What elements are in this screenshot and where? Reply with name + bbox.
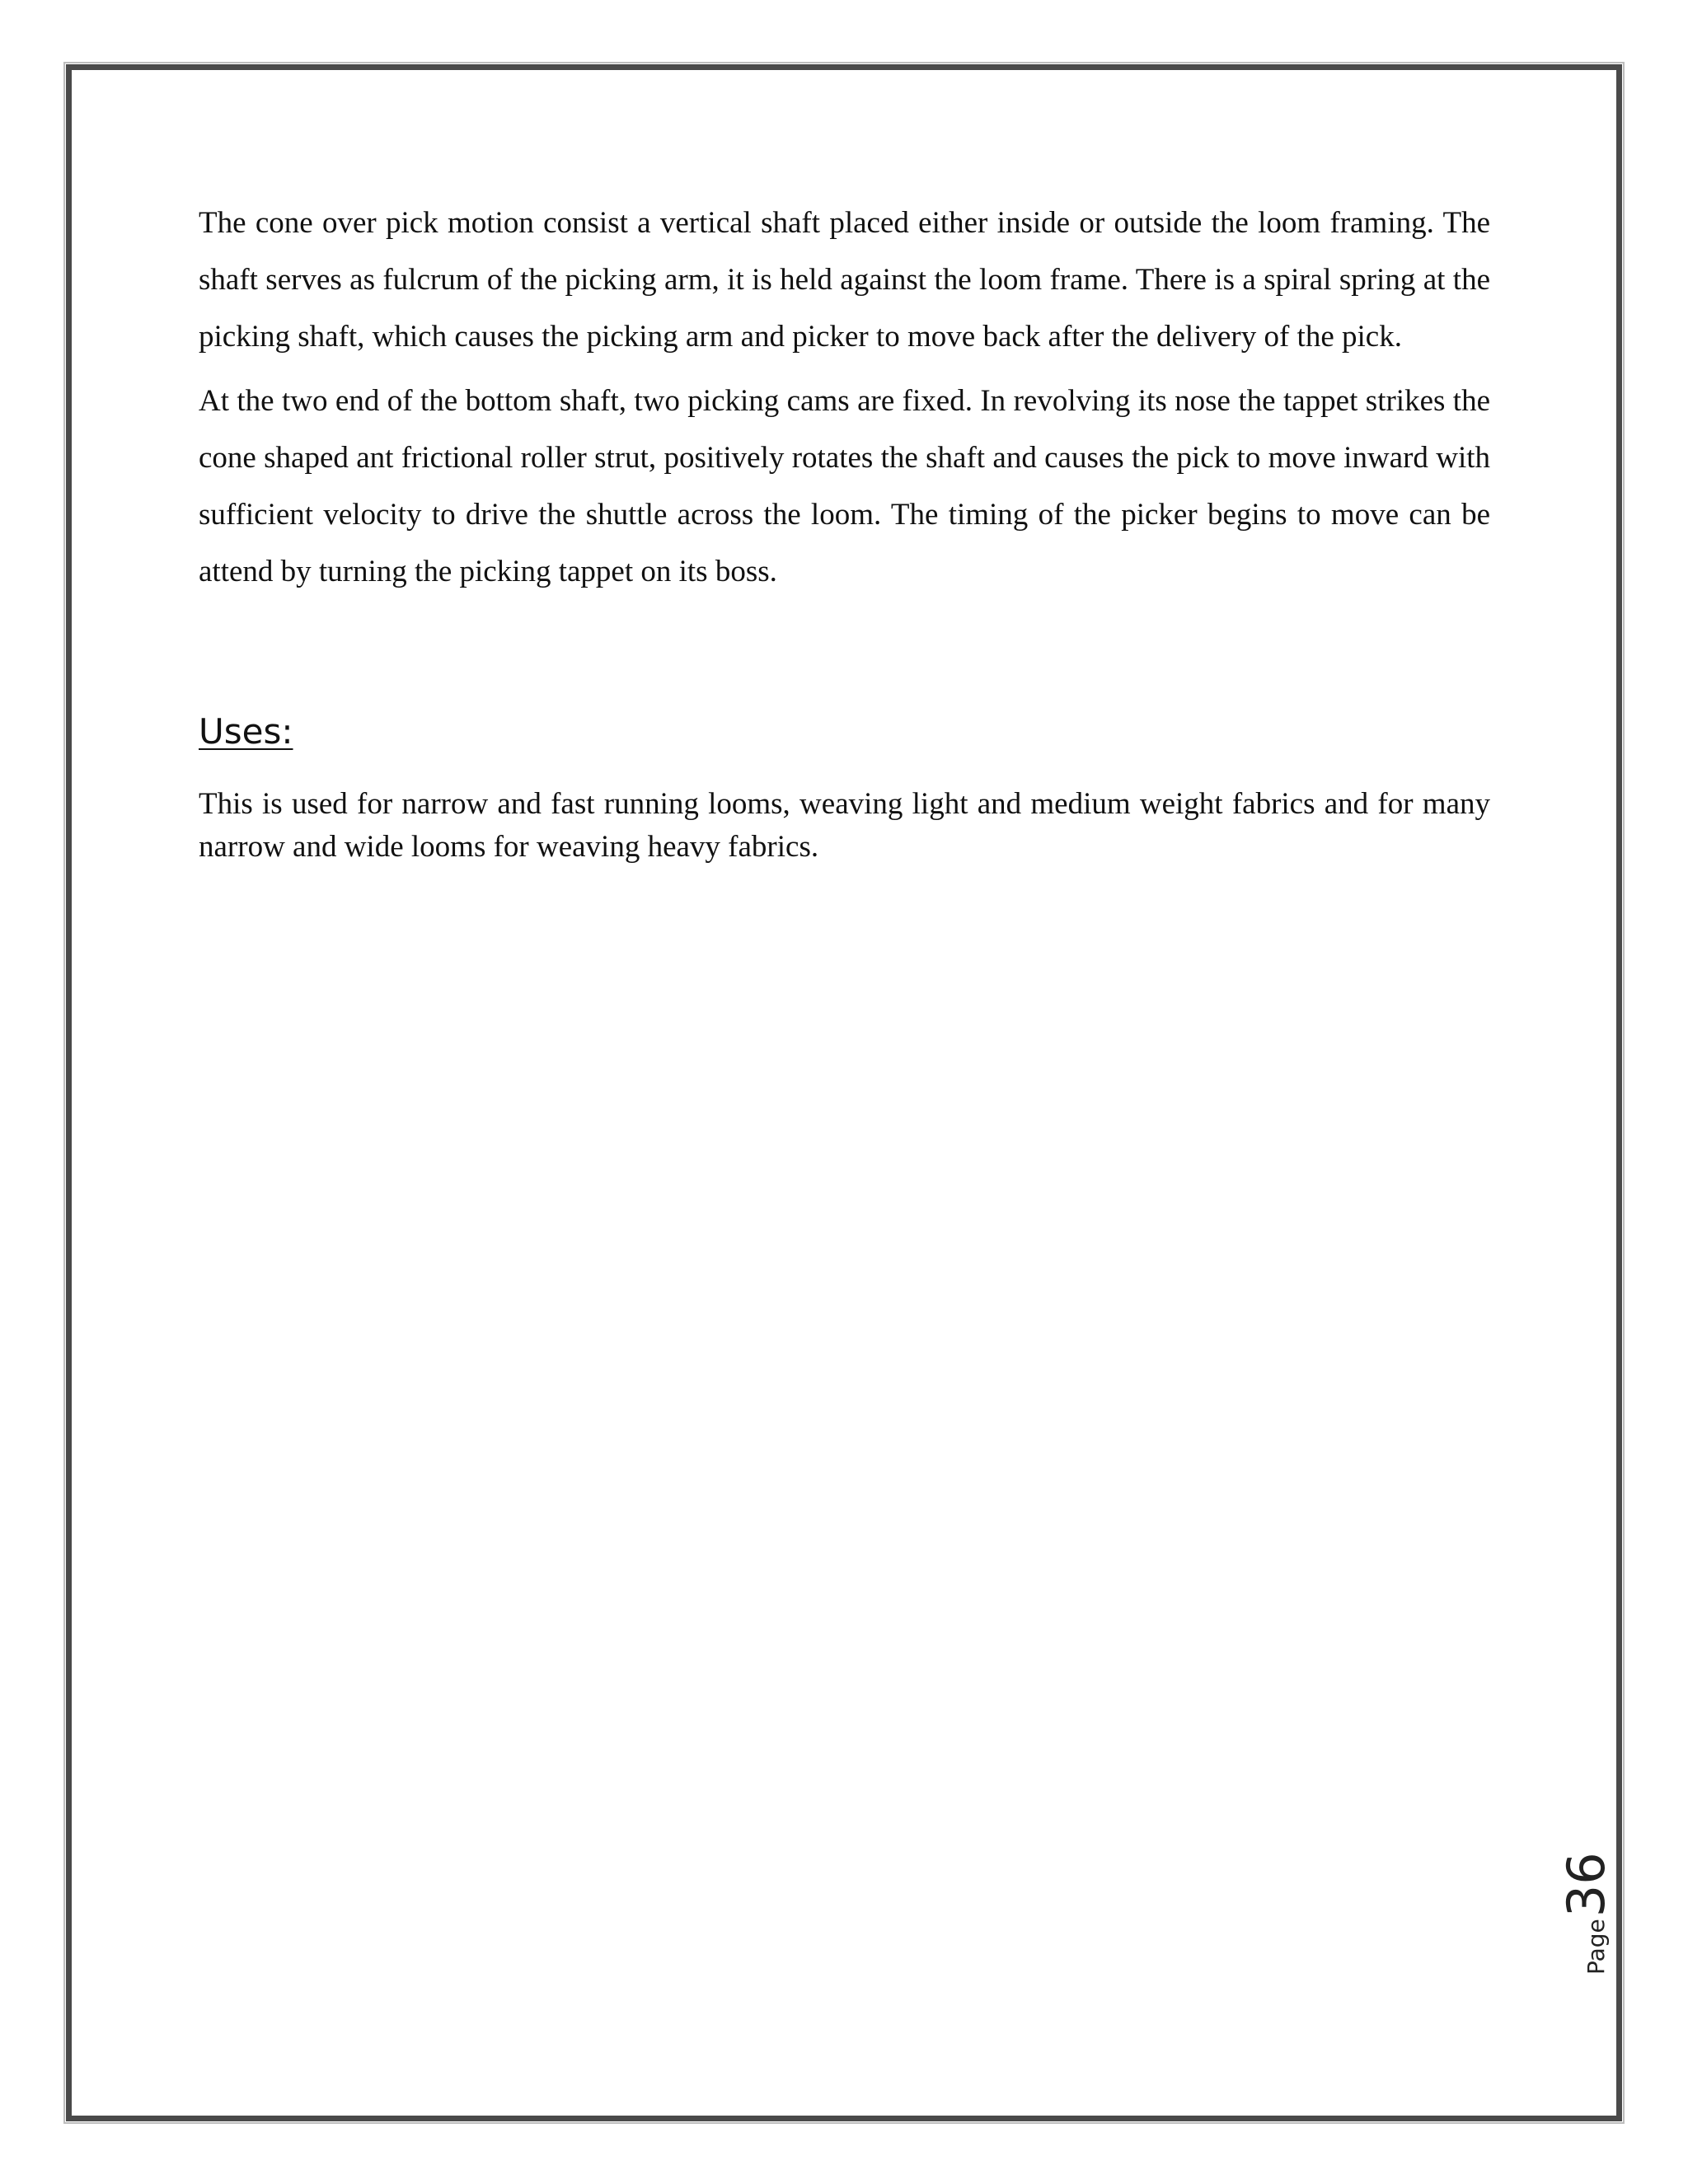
paragraph-cone-over-pick: The cone over pick motion consist a vertical shaft placed either inside or outside the loom framing. The shaft serves as fulcrum of the picking arm, it is held against the loom frame. There is a spiral spring at the picking shaft, which causes the picking arm and picker to move back after the delivery of the pick. (199, 206, 1490, 354)
uses-heading: Uses: (199, 711, 293, 752)
paragraph-picking-cams: At the two end of the bottom shaft, two picking cams are fixed. In revolving its nose the tappet strikes the cone shaped ant frictional roller strut, positively rotates the shaft and causes the pick to move inward with sufficient velocity to drive the shuttle across the loom. The timing of the picker begins to move can be attend by turning the picking tappet on its boss. (199, 384, 1490, 588)
page-number (1556, 1852, 1616, 1975)
uses-paragraph: This is used for narrow and fast running looms, weaving light and medium weight fabrics and for many narrow and wide looms for weaving heavy fabrics. (199, 787, 1490, 864)
page-label: Page (1582, 1919, 1610, 1975)
page-number-value: 36 (1556, 1852, 1616, 1918)
document-body (199, 194, 1490, 869)
